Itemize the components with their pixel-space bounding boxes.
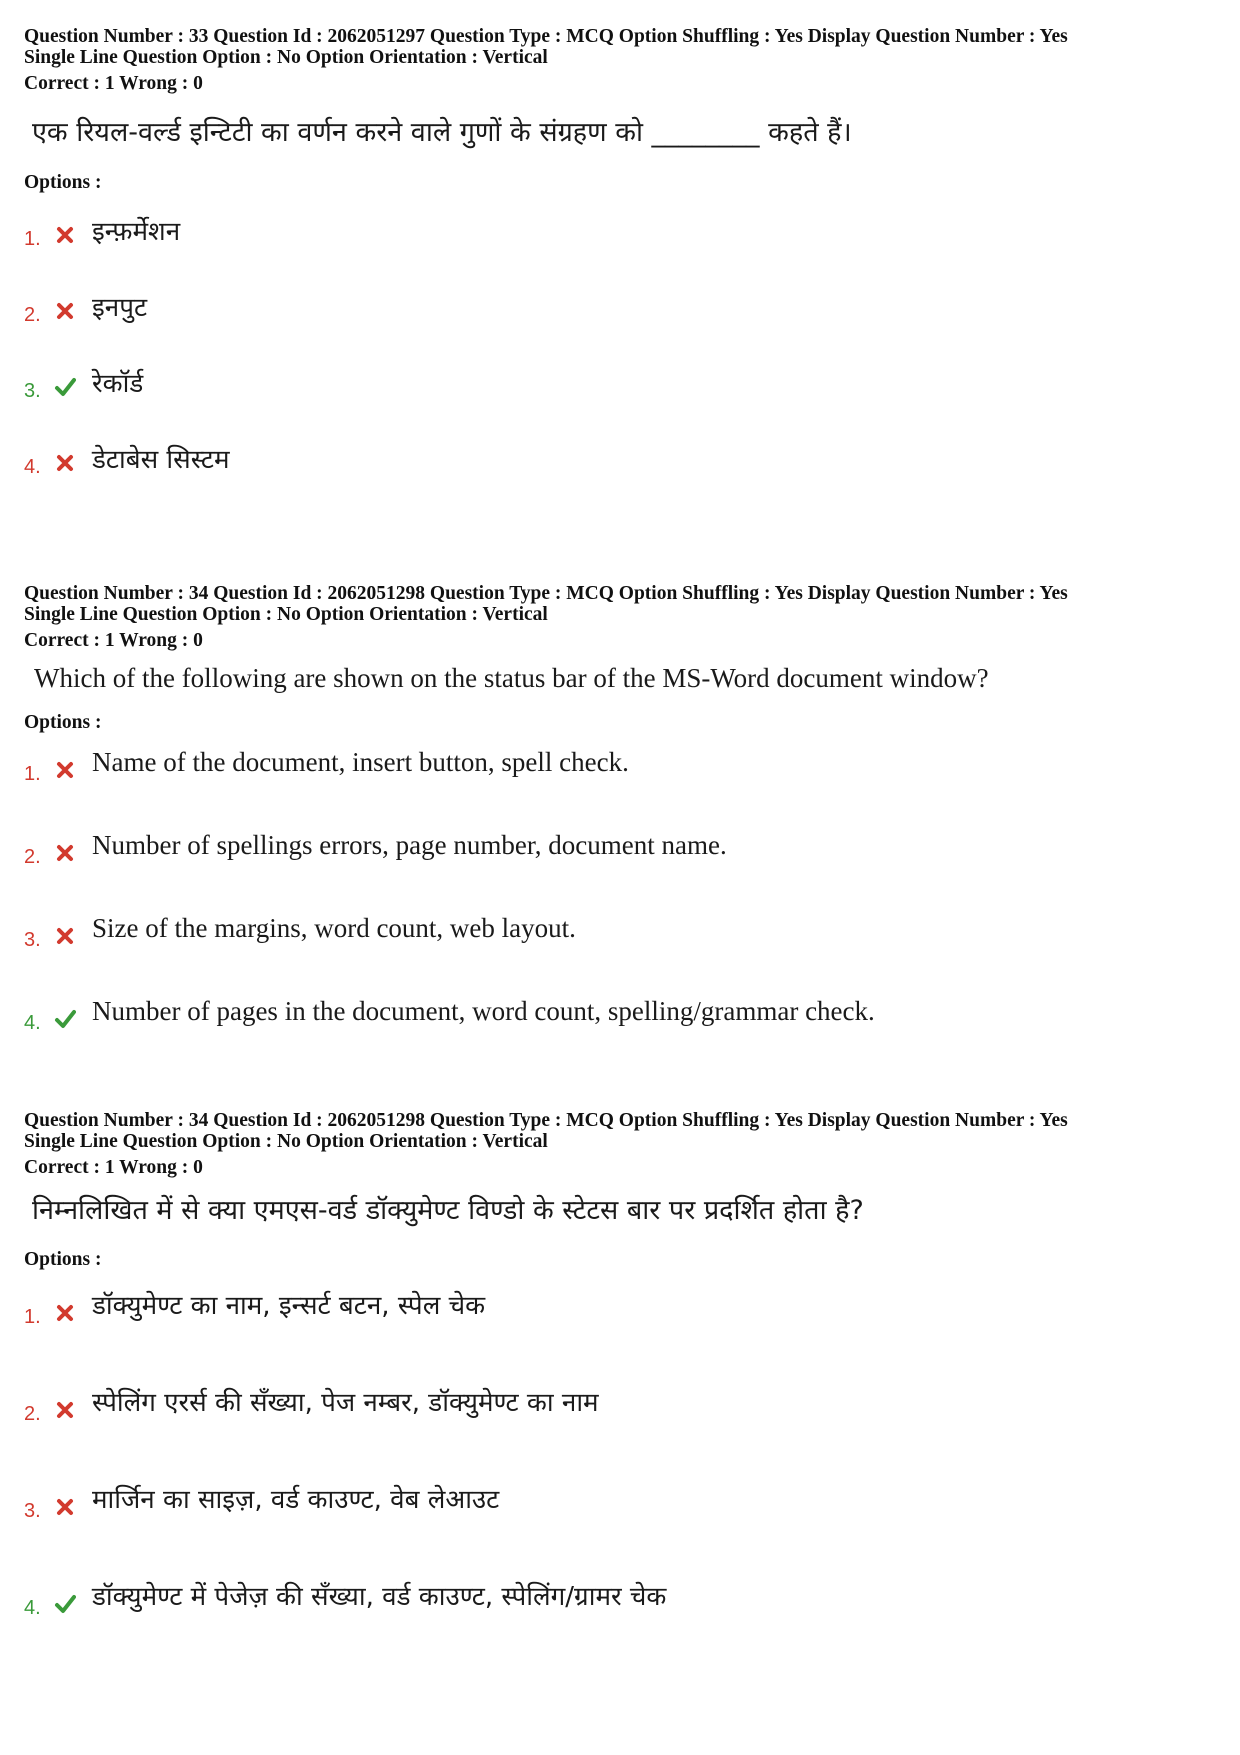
option-text: Number of pages in the document, word count, spelling/grammar check. (92, 996, 875, 1026)
question-meta: Question Number : 34 Question Id : 2062051298 Question Type : MCQ Option Shuffling : Yes Display Question Number : Yes (24, 1110, 1068, 1131)
question-meta: Question Number : 33 Question Id : 2062051297 Question Type : MCQ Option Shuffling : Yes Display Question Number : Yes (24, 26, 1068, 47)
wrong-icon (54, 842, 76, 864)
question-block (24, 26, 1224, 506)
option-number: 1. (24, 763, 41, 785)
option-number: 2. (24, 846, 41, 868)
option-number: 2. (24, 1403, 41, 1425)
option-text: रेकॉर्ड (92, 369, 144, 399)
wrong-icon (54, 1302, 76, 1324)
option-text: इनपुट (92, 293, 148, 323)
question-text: एक रियल-वर्ल्ड इन्टिटी का वर्णन करने वाले गुणों के संग्रहण को ________ कहते हैं। (32, 117, 852, 148)
option-text: Number of spellings errors, page number, document name. (92, 830, 727, 860)
option-text: Name of the document, insert button, spell check. (92, 747, 629, 777)
option (24, 1383, 1204, 1423)
wrong-icon (54, 1496, 76, 1518)
option-number: 4. (24, 456, 41, 478)
option (24, 1480, 1204, 1520)
wrong-icon (54, 300, 76, 322)
option-text: स्पेलिंग एरर्स की सँख्या, पेज नम्बर, डॉक्युमेण्ट का नाम (92, 1388, 599, 1418)
question-block (24, 1110, 1224, 1650)
check-icon (54, 1008, 76, 1030)
option-text: डेटाबेस सिस्टम (92, 445, 230, 475)
option (24, 440, 1204, 480)
option-number: 3. (24, 929, 41, 951)
option (24, 1286, 1204, 1326)
wrong-icon (54, 1399, 76, 1421)
option-number: 1. (24, 1306, 41, 1328)
options-label: Options : (24, 1249, 102, 1270)
question-meta: Single Line Question Option : No Option Orientation : Vertical (24, 47, 548, 68)
option (24, 364, 1204, 404)
option (24, 1577, 1204, 1617)
question-marks: Correct : 1 Wrong : 0 (24, 73, 203, 94)
option-number: 4. (24, 1012, 41, 1034)
check-icon (54, 376, 76, 398)
option-number: 1. (24, 228, 41, 250)
option-text: डॉक्युमेण्ट का नाम, इन्सर्ट बटन, स्पेल चेक (92, 1291, 486, 1321)
option (24, 828, 1204, 868)
option (24, 212, 1204, 252)
question-meta: Single Line Question Option : No Option Orientation : Vertical (24, 604, 548, 625)
option-text: Size of the margins, word count, web layout. (92, 913, 576, 943)
wrong-icon (54, 224, 76, 246)
option-number: 3. (24, 1500, 41, 1522)
option-number: 4. (24, 1597, 41, 1619)
wrong-icon (54, 759, 76, 781)
option (24, 911, 1204, 951)
option-text: इन्फ़र्मेशन (92, 217, 181, 247)
question-marks: Correct : 1 Wrong : 0 (24, 630, 203, 651)
options-label: Options : (24, 712, 102, 733)
option-text: डॉक्युमेण्ट में पेजेज़ की सँख्या, वर्ड काउण्ट, स्पेलिंग/ग्रामर चेक (92, 1582, 667, 1612)
option-text: मार्जिन का साइज़, वर्ड काउण्ट, वेब लेआउट (92, 1485, 500, 1515)
option (24, 994, 1204, 1034)
option (24, 745, 1204, 785)
wrong-icon (54, 452, 76, 474)
question-meta: Question Number : 34 Question Id : 2062051298 Question Type : MCQ Option Shuffling : Yes Display Question Number : Yes (24, 583, 1068, 604)
options-label: Options : (24, 172, 102, 193)
question-text: Which of the following are shown on the status bar of the MS-Word document window? (34, 663, 989, 693)
option (24, 288, 1204, 328)
option-number: 3. (24, 380, 41, 402)
wrong-icon (54, 925, 76, 947)
check-icon (54, 1593, 76, 1615)
question-text: निम्नलिखित में से क्या एमएस-वर्ड डॉक्युमेण्ट विण्डो के स्टेटस बार पर प्रदर्शित होता है? (32, 1195, 864, 1226)
question-marks: Correct : 1 Wrong : 0 (24, 1157, 203, 1178)
question-meta: Single Line Question Option : No Option Orientation : Vertical (24, 1131, 548, 1152)
question-block (24, 583, 1224, 1033)
option-number: 2. (24, 304, 41, 326)
